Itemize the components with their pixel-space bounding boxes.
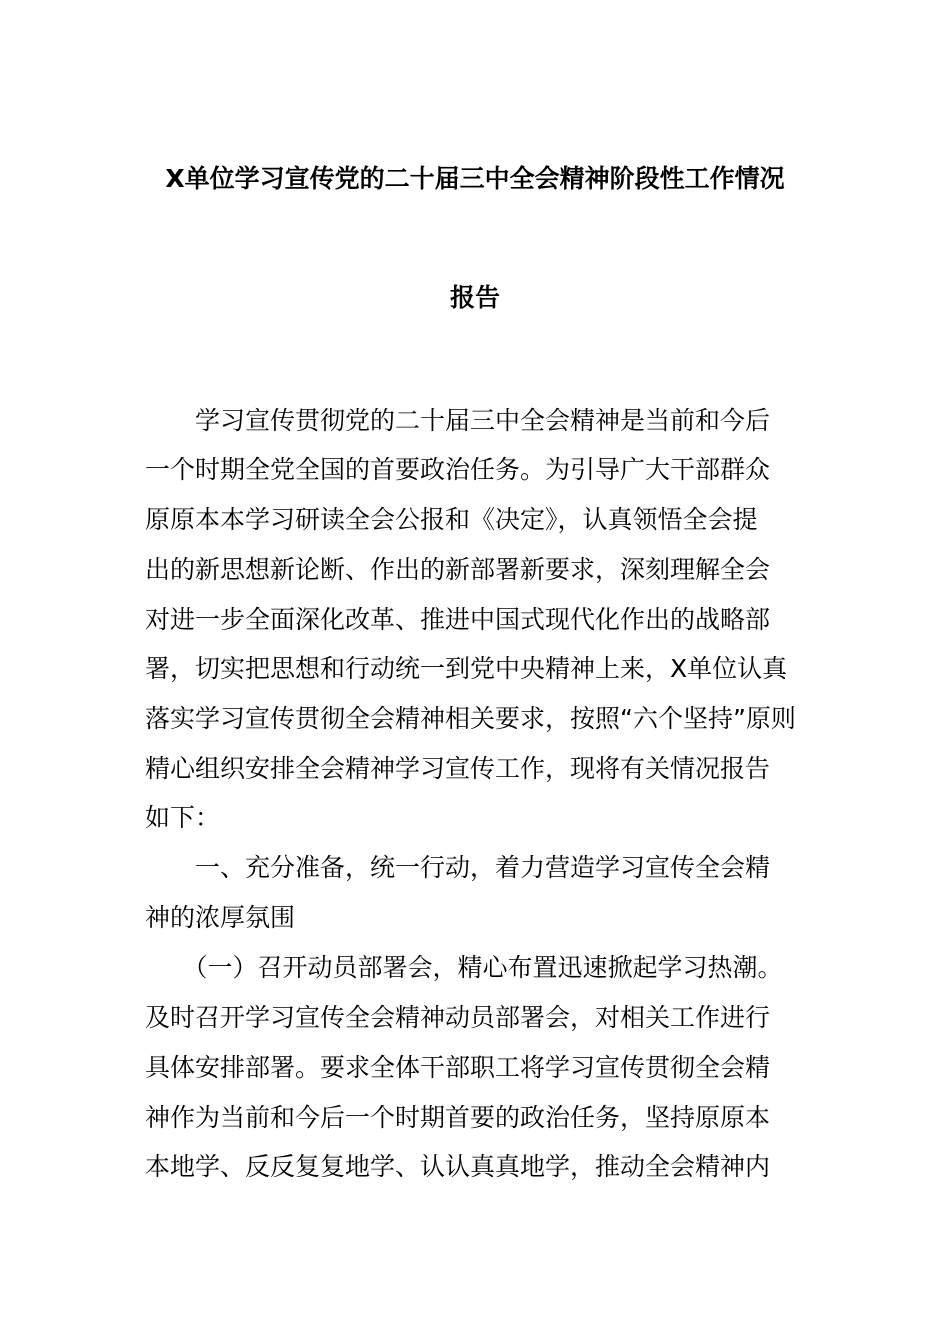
body-line: 原原本本学习研读全会公报和《决定》，认真领悟全会提	[145, 505, 758, 534]
body-line: 本地学、反反复复地学、认认真真地学，推动全会精神内	[145, 1152, 771, 1181]
body-line: 如下：	[145, 803, 221, 832]
section-heading-line: 一、充分准备，统一行动，着力营造学习宣传全会精	[145, 853, 771, 882]
body-line: 一个时期全党全国的首要政治任务。为引导广大干部群众	[145, 455, 771, 484]
body-line: 及时召开学习宣传全会精神动员部署会，对相关工作进行	[145, 1003, 771, 1032]
body-line: 学习宣传贯彻党的二十届三中全会精神是当前和今后	[145, 406, 771, 435]
subsection-heading-line: （一）召开动员部署会，精心布置迅速掀起学习热潮。	[145, 953, 783, 982]
document-title-line-1: X单位学习宣传党的二十届三中全会精神阶段性工作情况	[165, 164, 785, 193]
document-title-line-2: 报告	[449, 283, 500, 312]
body-line: 精心组织安排全会精神学习宣传工作，现将有关情况报告	[145, 754, 771, 783]
section-heading-line: 神的浓厚氛围	[145, 903, 296, 932]
body-line: 对进一步全面深化改革、推进中国式现代化作出的战略部	[145, 605, 771, 634]
body-line: 出的新思想新论断、作出的新部署新要求，深刻理解全会	[145, 555, 771, 584]
body-line: 具体安排部署。要求全体干部职工将学习宣传贯彻全会精	[145, 1053, 771, 1082]
body-line: 落实学习宣传贯彻全会精神相关要求，按照“六个坚持”原则	[145, 704, 796, 733]
body-line: 神作为当前和今后一个时期首要的政治任务，坚持原原本	[145, 1103, 771, 1132]
body-line: 署，切实把思想和行动统一到党中央精神上来，X单位认真	[145, 654, 788, 683]
